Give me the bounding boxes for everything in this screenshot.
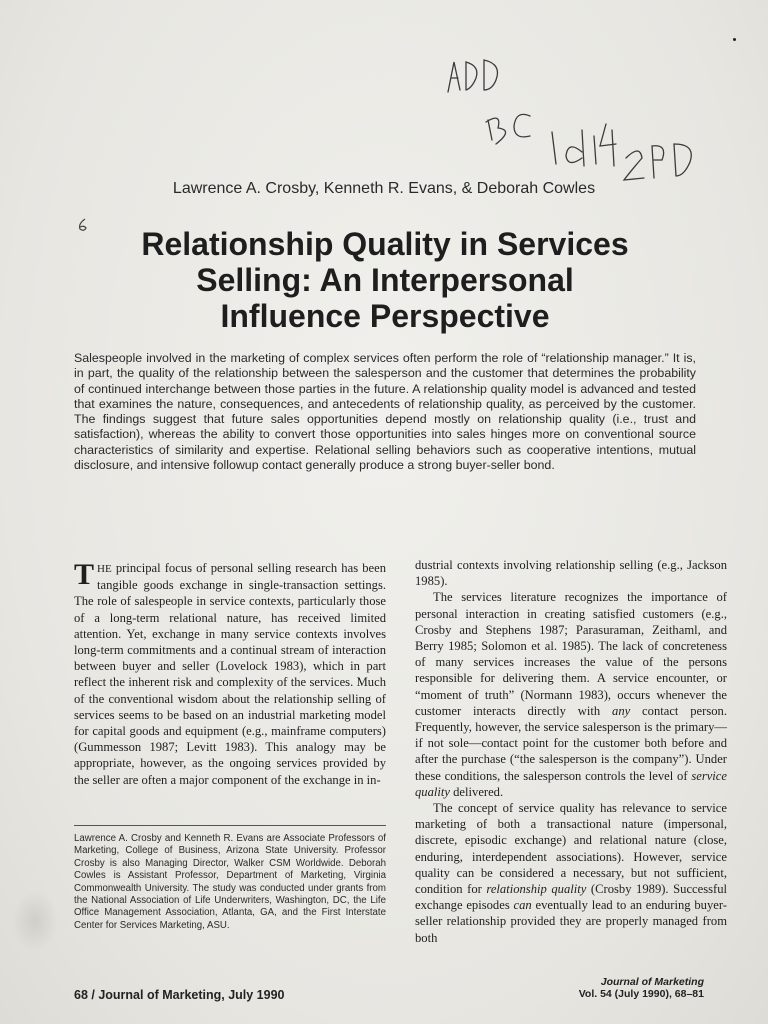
p3-text-b: (Crosby 1989). Successful exchange episodes — [415, 882, 728, 913]
intro-text: principal focus of personal selling research has been tangible goods exchange in single-transaction settings. The role of salespeople in service contexts, particularly those of a long-term relational nature, has received limited attention. Yet, exchange in many service contexts involves long-term commitments and a continual stream of interaction between buyer and seller (Lovelock 1983), which in part reflect the inherent risk and complexity of the services. Much of the conventional wisdom about the relationship selling of services seems to be based on an industrial marketing model for capital goods and equipment (e.g., mainframe computers) (Gummesson 1987; Levitt 1983). This analogy may be appropriate, however, as the ongoing services provided by the seller are often a major component of the exchange in in- — [74, 561, 386, 787]
title-line-1: Relationship Quality in Services — [141, 226, 629, 262]
p3-text-c: eventually lead to an enduring buyer-seller relationship provided they are properly managed from both — [415, 898, 727, 945]
p3-emphasis-can: can — [513, 898, 532, 913]
footer-volume: Vol. 54 (July 1990), 68–81 — [578, 988, 704, 1000]
first-word-rest: HE — [97, 563, 112, 575]
intro-paragraph — [74, 560, 386, 788]
author-footnote: Lawrence A. Crosby and Kenneth R. Evans are Associate Professors of Marketing, College of Business, Arizona State University. Professor Crosby is also Managing Director, Walker CSM Worldwide. Deborah Cowles is Assistant Professor, Department of Marketing, Virginia Commonwealth University. The study was conducted under grants from the National Association of Life Underwriters, Washington, DC, the Life Office Management Association, Atlanta, GA, and the First Interstate Center for Services Marketing, ASU. — [74, 833, 386, 931]
article-title — [60, 226, 710, 334]
page-footer-left: 68 / Journal of Marketing, July 1990 — [74, 988, 285, 1002]
p2-text-c: delivered. — [449, 784, 504, 799]
handwriting-add — [448, 60, 498, 92]
p3-text-a: The concept of service quality has relevance to service marketing of both a transactional nature (impersonal, discrete, episodic exchange) and relational nature (close, enduring, interdependent associations). However, service quality can be considered a necessary, but not sufficient, condition for — [415, 801, 727, 897]
handwriting-1d14 — [552, 124, 616, 166]
body-column-left — [74, 560, 386, 788]
p2-emphasis-service-quality: service quality — [415, 768, 727, 799]
right-paragraph-1: dustrial contexts involving relationship selling (e.g., Jackson 1985). — [415, 558, 727, 589]
page-footer-right — [579, 976, 704, 1000]
author-line: Lawrence A. Crosby, Kenneth R. Evans, & Deborah Cowles — [172, 180, 596, 197]
footer-journal-name: Journal of Marketing — [600, 976, 704, 988]
handwriting-bc — [486, 114, 530, 144]
right-paragraph-3 — [415, 800, 727, 946]
handwriting-2pd — [624, 144, 691, 180]
right-paragraph-2 — [415, 589, 727, 800]
body-column-right — [415, 557, 727, 946]
p2-text-a: The services literature recognizes the importance of personal interaction in creating satisfied customers (e.g., Crosby and Stephens 1987; Parasuraman, Zeithaml, and Berry 1985; Solomon et al. 1985). The lack of concreteness of many services increases the value of the persons responsible for delivering them. A service encounter, or “moment of truth” (Normann 1983), occurs whenever the customer interacts directly with — [415, 590, 727, 718]
title-line-3: Influence Perspective — [220, 298, 550, 334]
title-line-2: Selling: An Interpersonal — [196, 262, 574, 298]
drop-cap: T — [74, 558, 95, 591]
p3-emphasis-relationship-quality: relationship quality — [486, 882, 587, 897]
footnote-rule — [74, 825, 386, 826]
scan-smudge — [12, 890, 58, 952]
abstract: Salespeople involved in the marketing of complex services often perform the role of “relationship manager.” It is, in part, the quality of the relationship between the salesperson and the customer that determines the probability of continued interchange between those parties in the future. A relationship quality model is advanced and tested that examines the nature, consequences, and antecedents of relationship quality, as perceived by the customer. The findings suggest that future sales opportunities depend mostly on relationship quality (i.e., trust and satisfaction), whereas the ability to convert those opportunities into sales hinges more on conventional source characteristics of similarity and expertise. Relational selling behaviors such as cooperative intentions, mutual disclosure, and intensive followup contact generally produce a strong buyer-seller bond. — [74, 351, 696, 473]
p2-emphasis-any: any — [612, 703, 631, 718]
handwritten-annotations — [440, 40, 740, 190]
p2-text-b: contact person. Frequently, however, the service salesperson is the primary—if not sole—contact point for the customer both before and after the purchase (“the salesperson is the company”). Under these conditions, the salesperson controls the level of — [415, 703, 727, 783]
